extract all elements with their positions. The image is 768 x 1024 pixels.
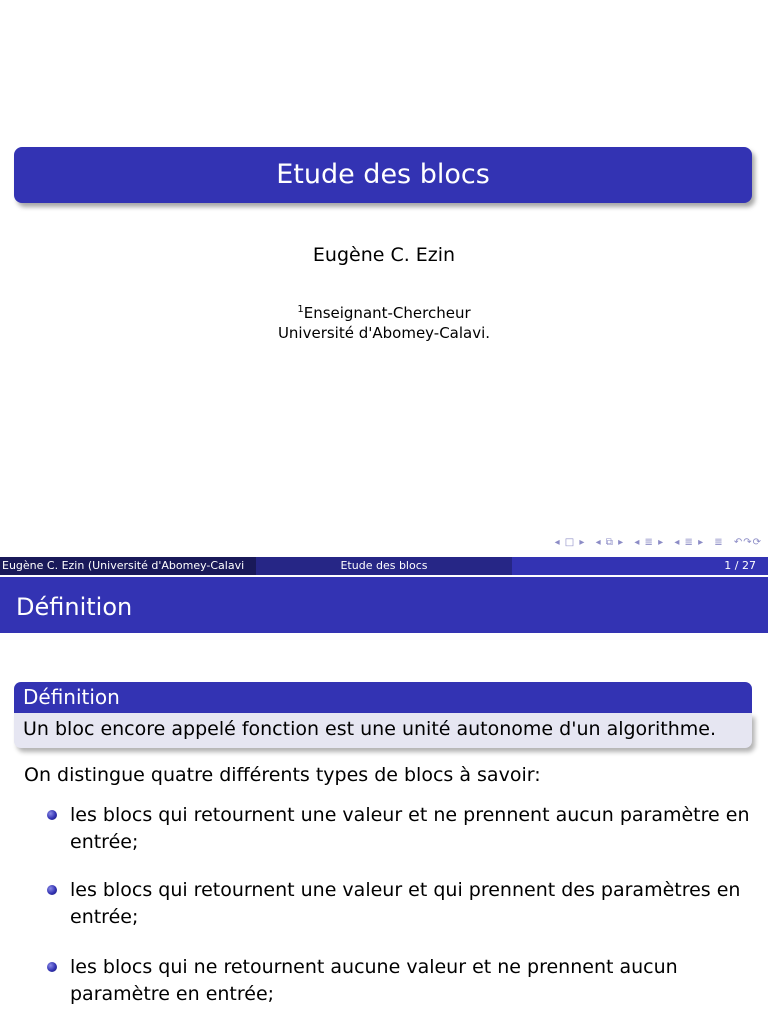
presentation-title: Etude des blocs xyxy=(14,147,752,203)
affiliation-institution: Université d'Abomey-Calavi. xyxy=(277,324,491,342)
footer-title: Etude des blocs xyxy=(256,557,512,575)
search-back-icon[interactable]: ↶↷⟳ xyxy=(733,537,762,548)
subsection-nav-icon[interactable]: ◂ ⧉ ▸ xyxy=(595,537,625,548)
affiliation-role xyxy=(0,304,768,322)
list-item: les blocs qui ne retournent aucune valeur et ne prennent aucun paramètre en entrée; xyxy=(70,956,678,1005)
frame-nav-icon[interactable]: ◂ □ ▸ xyxy=(554,537,586,548)
slide-footer xyxy=(0,557,768,575)
footer-author: Eugène C. Ezin (Université d'Abomey-Calavi xyxy=(0,557,256,575)
document-nav-icon[interactable]: ◂ ≣ ▸ xyxy=(674,537,705,548)
navigation-symbols[interactable] xyxy=(549,537,762,548)
footer-page-number: 1 / 27 xyxy=(512,557,768,575)
list-item: les blocs qui retournent une valeur et ne prennent aucun paramètre en entrée; xyxy=(70,804,750,853)
affiliation-mark: 1 xyxy=(297,304,304,315)
bullet-icon xyxy=(47,810,57,820)
bullet-icon xyxy=(47,885,57,895)
toc-icon[interactable]: ≣ xyxy=(714,537,724,548)
definition-block-title: Définition xyxy=(14,682,752,713)
section-nav-icon[interactable]: ◂ ≣ ▸ xyxy=(634,537,665,548)
affiliation-role-text: Enseignant-Chercheur xyxy=(303,304,471,322)
bullet-icon xyxy=(47,962,57,972)
definition-block-body: Un bloc encore appelé fonction est une unité autonome d'un algorithme. xyxy=(14,713,752,748)
intro-text: On distingue quatre différents types de blocs à savoir: xyxy=(24,764,541,786)
list-item: les blocs qui retournent une valeur et qui prennent des paramètres en entrée; xyxy=(70,879,741,928)
frame-title: Définition xyxy=(0,577,768,633)
author-name: Eugène C. Ezin xyxy=(312,244,456,266)
definition-block xyxy=(14,682,752,748)
